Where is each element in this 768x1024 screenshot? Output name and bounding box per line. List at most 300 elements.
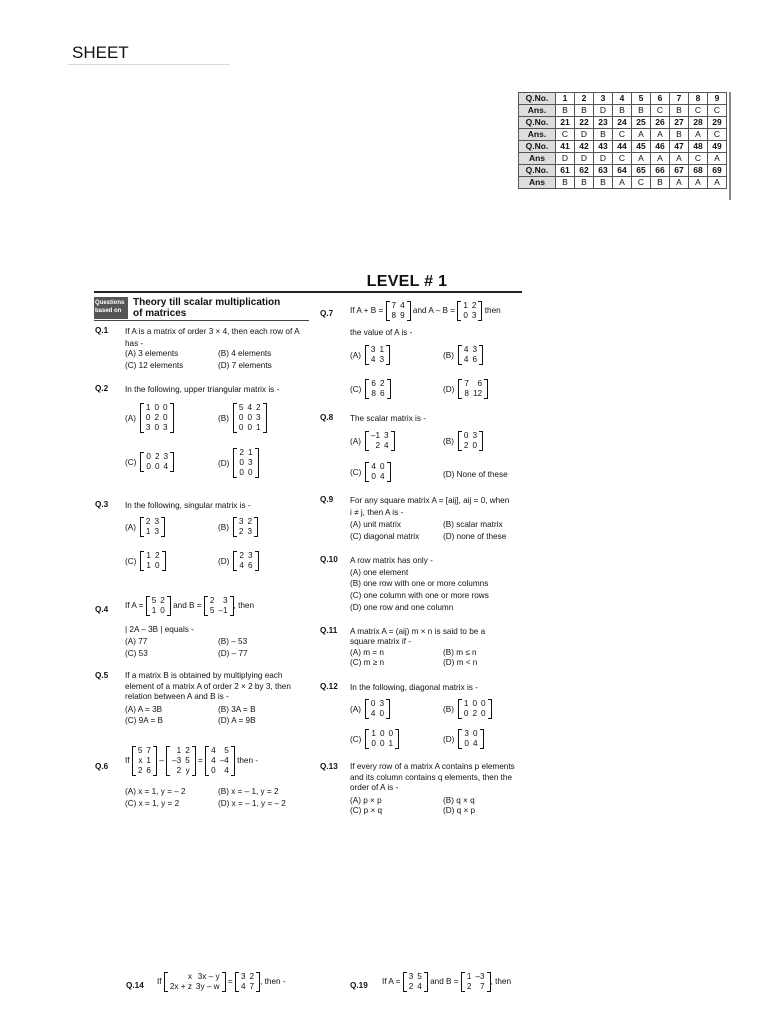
- answer-key-cell: 8: [689, 93, 708, 105]
- matrix-entry: 2: [185, 746, 190, 755]
- q7-option-a: [350, 345, 390, 365]
- matrix-entry: 2: [239, 551, 244, 560]
- q5-text: If a matrix B is obtained by multiplying each element of a matrix A of order 2 × 2 by 3, then relation between A and B is -: [125, 671, 291, 701]
- matrix-entry: 6: [247, 561, 253, 570]
- matrix-entry: 5: [137, 746, 143, 755]
- answer-key-cell: B: [575, 105, 594, 117]
- q2-number: Q.2: [95, 384, 109, 393]
- answer-key-cell: 27: [670, 117, 689, 129]
- answer-key-cell: D: [594, 105, 613, 117]
- matrix-entry: 1: [151, 606, 157, 615]
- matrix: [365, 345, 390, 365]
- q14-if: If: [157, 977, 162, 987]
- q13-option-b: (B) q × q: [443, 796, 475, 805]
- answer-key-cell: 6: [651, 93, 670, 105]
- q5-number: Q.5: [95, 671, 109, 680]
- option-label: (A): [125, 413, 136, 423]
- option-label: (A): [125, 522, 136, 532]
- matrix-entry: 2: [238, 527, 244, 536]
- matrix-entry: 0: [160, 606, 165, 615]
- matrix-entry: 9: [400, 311, 405, 320]
- answer-key-cell: 68: [689, 165, 708, 177]
- q13-text: If every row of a matrix A contains p elements and its column contains q elements, then the order of A is -: [350, 762, 515, 792]
- matrix: [233, 448, 258, 478]
- q9-number: Q.9: [320, 495, 334, 504]
- matrix-entry: 2: [176, 766, 182, 775]
- matrix-entry: 0: [247, 413, 253, 422]
- q14-number: Q.14: [126, 981, 144, 990]
- matrix-entry: 4: [211, 756, 216, 765]
- matrix-entry: 2: [209, 596, 215, 605]
- q8-number: Q.8: [320, 413, 334, 422]
- q1-option-d: (D) 7 elements: [218, 361, 272, 370]
- q2-option-b: [218, 403, 267, 433]
- matrix-entry: x: [187, 972, 192, 981]
- matrix-entry: 8: [371, 389, 376, 398]
- q6-if: If: [125, 756, 130, 766]
- answer-key-cell: A: [670, 153, 689, 165]
- matrix-entry: 1: [466, 972, 472, 981]
- matrix-entry: 5: [224, 746, 229, 755]
- q6-number: Q.6: [95, 762, 109, 771]
- q7-line2: the value of A is -: [350, 328, 413, 337]
- matrix-entry: 2: [463, 441, 469, 450]
- answer-key-cell: C: [708, 105, 727, 117]
- q3-option-a: [125, 517, 165, 537]
- matrix-entry: 6: [146, 766, 151, 775]
- matrix-entry: 0: [238, 423, 244, 432]
- q4-and: and B =: [173, 601, 202, 611]
- option-label: (A): [350, 436, 361, 446]
- matrix-entry: 0: [247, 423, 253, 432]
- matrix-entry: 0: [163, 413, 168, 422]
- matrix-entry: 0: [379, 462, 385, 471]
- matrix-entry: 0: [211, 766, 216, 775]
- q3-option-d: [218, 551, 259, 571]
- q9-line2: i ≠ j, then A is -: [350, 508, 404, 517]
- matrix-entry: 2: [471, 301, 477, 310]
- matrix: [365, 729, 399, 749]
- matrix-entry: 0: [379, 739, 385, 748]
- answer-key-cell: 1: [556, 93, 575, 105]
- matrix-entry: 2: [408, 982, 414, 991]
- q9-option-c: (C) diagonal matrix: [350, 532, 420, 541]
- answer-key-cell: C: [708, 129, 727, 141]
- answer-key-row: [519, 165, 727, 177]
- matrix-entry: 3x – y: [197, 972, 220, 981]
- sheet-title: SHEET: [72, 43, 129, 62]
- title-divider: [68, 64, 230, 65]
- matrix-entry: 0: [146, 452, 151, 461]
- option-label: (B): [218, 413, 229, 423]
- q8-text: The scalar matrix is -: [350, 414, 426, 423]
- q2-option-c: [125, 452, 174, 472]
- answer-key-row-header: Q.No.: [519, 93, 556, 105]
- answer-key-row: [519, 177, 727, 189]
- topic-heading: [133, 297, 280, 319]
- q11-number: Q.11: [320, 626, 338, 635]
- answer-key-cell: C: [613, 153, 632, 165]
- q9-line1: For any square matrix A = [aij], aij = 0, when: [350, 496, 510, 505]
- answer-key-cell: A: [632, 153, 651, 165]
- answer-key-edge: [729, 92, 731, 200]
- matrix-entry: 7: [464, 379, 469, 388]
- q4-stem: [125, 596, 254, 616]
- q5-option-a: (A) A = 3B: [125, 705, 163, 714]
- q12-option-a: [350, 699, 390, 719]
- matrix-entry: 4: [463, 355, 469, 364]
- matrix-entry: 1: [145, 403, 151, 412]
- matrix-entry: 0: [247, 468, 253, 477]
- option-label: (C): [350, 467, 362, 477]
- matrix-entry: 4: [371, 462, 376, 471]
- matrix-entry: 2: [466, 982, 472, 991]
- option-label: (D): [443, 384, 455, 394]
- q13-option-d: (D) q × p: [443, 806, 476, 815]
- matrix-entry: 3: [472, 345, 478, 354]
- q14-equals: =: [227, 977, 233, 987]
- q7-option-d: [443, 379, 488, 399]
- matrix-entry: 1: [463, 699, 469, 708]
- level-divider: [94, 291, 522, 293]
- answer-key-cell: B: [594, 177, 613, 189]
- matrix-entry: 0: [238, 413, 244, 422]
- answer-key-cell: 9: [708, 93, 727, 105]
- matrix-entry: 2: [145, 517, 151, 526]
- q12-option-d: [443, 729, 484, 749]
- matrix-entry: 0: [388, 729, 394, 738]
- q11-line1: A matrix A = (aij) m × n is said to be a: [350, 627, 486, 636]
- answer-key-row-header: Ans.: [519, 129, 556, 141]
- matrix-entry: 0: [472, 729, 478, 738]
- answer-key-row: [519, 93, 727, 105]
- answer-key-cell: A: [670, 177, 689, 189]
- answer-key-cell: 23: [594, 117, 613, 129]
- q7-option-c: [350, 379, 391, 399]
- answer-key-cell: C: [632, 177, 651, 189]
- matrix-entry: 2: [154, 551, 160, 560]
- q8-option-d: (D) None of these: [443, 470, 508, 479]
- answer-key-cell: 22: [575, 117, 594, 129]
- matrix-entry: 0: [154, 403, 160, 412]
- matrix-entry: 2: [379, 379, 385, 388]
- matrix-entry: 1: [146, 561, 151, 570]
- answer-key-cell: B: [632, 105, 651, 117]
- matrix-entry: 0: [239, 458, 244, 467]
- answer-key-row-header: Ans.: [519, 105, 556, 117]
- matrix: [365, 431, 395, 451]
- q19-if: If A =: [382, 977, 401, 987]
- answer-key-cell: B: [556, 177, 575, 189]
- q10-option-d: (D) one row and one column: [350, 603, 454, 612]
- q3-text: In the following, singular matrix is -: [125, 501, 251, 510]
- matrix-entry: 0: [146, 462, 151, 471]
- answer-key-cell: B: [670, 105, 689, 117]
- matrix-entry: 3: [154, 527, 160, 536]
- q6-option-d: (D) x = – 1, y = – 2: [218, 799, 286, 808]
- matrix-entry: 4: [417, 982, 422, 991]
- q11-option-c: (C) m ≥ n: [350, 658, 385, 667]
- q7-then: then: [484, 306, 501, 316]
- matrix-entry: 1: [463, 301, 468, 310]
- q3-option-b: [218, 517, 258, 537]
- q11-option-d: (D) m < n: [443, 658, 478, 667]
- answer-key-cell: 29: [708, 117, 727, 129]
- answer-key-cell: D: [556, 153, 575, 165]
- matrix-entry: 4: [240, 982, 246, 991]
- matrix: [140, 403, 174, 433]
- answer-key-cell: 47: [670, 141, 689, 153]
- matrix: [458, 345, 483, 365]
- answer-key-cell: 5: [632, 93, 651, 105]
- q10-option-a: (A) one element: [350, 568, 409, 577]
- matrix-entry: 4: [379, 472, 385, 481]
- q2-option-d: [218, 448, 259, 478]
- matrix-entry: 3: [256, 413, 261, 422]
- matrix-entry: 4: [384, 441, 389, 450]
- matrix: [233, 517, 258, 537]
- matrix: [458, 431, 483, 451]
- matrix-entry: 0: [481, 699, 486, 708]
- matrix: [205, 746, 235, 776]
- option-label: (C): [350, 734, 362, 744]
- q11-option-a: (A) m = n: [350, 648, 384, 657]
- q8-option-b: [443, 431, 483, 451]
- matrix-entry: 0: [371, 739, 376, 748]
- answer-key-cell: B: [575, 177, 594, 189]
- q5-option-b: (B) 3A = B: [218, 705, 256, 714]
- matrix-entry: 6: [472, 355, 478, 364]
- answer-key-cell: B: [613, 105, 632, 117]
- answer-key-cell: B: [556, 105, 575, 117]
- matrix-entry: 2: [256, 403, 261, 412]
- q6-option-c: (C) x = 1, y = 2: [125, 799, 180, 808]
- q4-option-c: (C) 53: [125, 649, 148, 658]
- matrix-entry: 0: [370, 699, 376, 708]
- matrix-entry: 4: [400, 301, 405, 310]
- option-label: (C): [125, 457, 137, 467]
- matrix-entry: 2: [154, 452, 160, 461]
- q9-option-b: (B) scalar matrix: [443, 520, 503, 529]
- q2-option-a: [125, 403, 174, 433]
- answer-key-cell: 21: [556, 117, 575, 129]
- answer-key-cell: 4: [613, 93, 632, 105]
- matrix-entry: 0: [463, 431, 469, 440]
- matrix-entry: 4: [211, 746, 216, 755]
- matrix-entry: 3: [379, 355, 385, 364]
- matrix-entry: 1: [371, 729, 376, 738]
- matrix: [365, 379, 390, 399]
- answer-key-cell: B: [651, 177, 670, 189]
- answer-key-cell: C: [651, 105, 670, 117]
- matrix-entry: 1: [388, 739, 394, 748]
- answer-key-cell: 46: [651, 141, 670, 153]
- matrix: [132, 746, 157, 776]
- matrix-entry: x: [138, 756, 143, 765]
- q19-number: Q.19: [350, 981, 368, 990]
- matrix-entry: 7: [391, 301, 397, 310]
- answer-key-cell: 7: [670, 93, 689, 105]
- matrix-entry: 1: [146, 756, 151, 765]
- answer-key-cell: 64: [613, 165, 632, 177]
- answer-key-cell: C: [689, 105, 708, 117]
- matrix-entry: 5: [151, 596, 157, 605]
- answer-key-table: [518, 92, 727, 189]
- answer-key-row: [519, 141, 727, 153]
- matrix-entry: 0: [239, 468, 244, 477]
- matrix-entry: 2: [375, 441, 381, 450]
- matrix-entry: 1: [146, 551, 151, 560]
- answer-key-row-header: Q.No.: [519, 165, 556, 177]
- matrix-entry: 2: [249, 972, 255, 981]
- matrix-entry: 3: [472, 431, 478, 440]
- q1-option-a: (A) 3 elements: [125, 349, 179, 358]
- matrix-a: [403, 972, 428, 992]
- matrix-entry: –4: [219, 756, 229, 765]
- matrix-entry: 0: [371, 472, 376, 481]
- matrix-entry: –1: [218, 606, 228, 615]
- matrix: [458, 379, 488, 399]
- matrix: [233, 551, 258, 571]
- matrix-entry: 1: [256, 423, 261, 432]
- matrix-entry: 0: [163, 403, 168, 412]
- matrix-entry: 5: [238, 403, 244, 412]
- matrix-entry: 4: [370, 355, 376, 364]
- matrix: [140, 517, 165, 537]
- q14-then: , then -: [260, 977, 286, 987]
- answer-key-cell: 3: [594, 93, 613, 105]
- matrix-entry: –1: [370, 431, 381, 440]
- q4-number: Q.4: [95, 605, 109, 614]
- matrix-entry: 1: [176, 746, 182, 755]
- answer-key-cell: A: [689, 177, 708, 189]
- answer-key-cell: 69: [708, 165, 727, 177]
- q5-option-c: (C) 9A = B: [125, 716, 163, 725]
- matrix-entry: 3: [238, 517, 244, 526]
- matrix-entry: 0: [472, 441, 478, 450]
- answer-key-cell: 44: [613, 141, 632, 153]
- answer-key-cell: C: [613, 129, 632, 141]
- q8-option-c: [350, 462, 391, 482]
- q4-then: , then: [233, 601, 255, 611]
- matrix-entry: 4: [247, 403, 253, 412]
- q6-option-b: (B) x = – 1, y = 2: [218, 787, 279, 796]
- topic-divider: [94, 320, 309, 321]
- answer-key-cell: A: [708, 153, 727, 165]
- option-label: (D): [218, 458, 230, 468]
- q6-option-a: (A) x = 1, y = – 2: [125, 787, 186, 796]
- q8-option-a: [350, 431, 395, 451]
- q13-option-c: (C) p × q: [350, 806, 383, 815]
- answer-key-cell: 63: [594, 165, 613, 177]
- answer-key-cell: A: [651, 129, 670, 141]
- matrix-entry: 7: [146, 746, 151, 755]
- matrix: [164, 972, 226, 992]
- q9-option-d: (D) none of these: [443, 532, 507, 541]
- q10-option-b: (B) one row with one or more columns: [350, 579, 489, 588]
- matrix-entry: 2: [472, 709, 478, 718]
- answer-key-cell: 41: [556, 141, 575, 153]
- matrix-entry: 7: [479, 982, 485, 991]
- matrix-entry: 1: [145, 527, 151, 536]
- answer-key-cell: 43: [594, 141, 613, 153]
- answer-key-cell: 67: [670, 165, 689, 177]
- matrix-entry: 2: [160, 596, 165, 605]
- matrix-entry: 3: [247, 551, 253, 560]
- answer-key-cell: A: [689, 129, 708, 141]
- answer-key-row: [519, 129, 727, 141]
- q12-number: Q.12: [320, 682, 338, 691]
- matrix-entry: 2x + z: [169, 982, 192, 991]
- q4-if: If A =: [125, 601, 144, 611]
- matrix-entry: 3: [154, 517, 160, 526]
- q7-and: and A – B =: [412, 306, 456, 316]
- q11-option-b: (B) m ≤ n: [443, 648, 477, 657]
- answer-key-cell: A: [632, 129, 651, 141]
- answer-key-cell: 26: [651, 117, 670, 129]
- option-label: (B): [443, 350, 454, 360]
- matrix: [140, 551, 165, 571]
- matrix-entry: 0: [145, 413, 151, 422]
- q1-option-b: (B) 4 elements: [218, 349, 272, 358]
- matrix-entry: 3: [247, 527, 253, 536]
- matrix-entry: 3: [163, 423, 168, 432]
- answer-key-cell: A: [613, 177, 632, 189]
- matrix: [233, 403, 267, 433]
- matrix: [458, 729, 483, 749]
- q14-stem: [157, 972, 286, 992]
- q10-option-c: (C) one column with one or more rows: [350, 591, 489, 600]
- q12-text: In the following, diagonal matrix is -: [350, 683, 478, 692]
- level-heading: LEVEL # 1: [366, 273, 448, 290]
- matrix-entry: 5: [209, 606, 215, 615]
- matrix-entry: 3: [222, 596, 228, 605]
- matrix-entry: 3: [370, 345, 376, 354]
- matrix-entry: –3: [475, 972, 485, 981]
- matrix-entry: 3: [163, 452, 169, 461]
- q5-option-d: (D) A = 9B: [218, 716, 256, 725]
- answer-key-cell: A: [708, 177, 727, 189]
- matrix: [365, 462, 390, 482]
- answer-key-cell: D: [575, 129, 594, 141]
- matrix-entry: 1: [379, 345, 385, 354]
- matrix-entry: 3: [471, 311, 477, 320]
- matrix-entry: 2: [247, 517, 253, 526]
- option-label: (C): [125, 556, 137, 566]
- q4-option-d: (D) – 77: [218, 649, 248, 658]
- q4-line2: | 2A – 3B | equals -: [125, 625, 194, 634]
- answer-key-cell: D: [594, 153, 613, 165]
- answer-key-row-header: Q.No.: [519, 117, 556, 129]
- option-label: (B): [443, 704, 454, 714]
- answer-key-row: [519, 153, 727, 165]
- answer-key-row: [519, 117, 727, 129]
- q13-number: Q.13: [320, 762, 338, 771]
- matrix-entry: 0: [472, 699, 478, 708]
- q9-option-a: (A) unit matrix: [350, 520, 401, 529]
- q7-stem: [350, 301, 501, 321]
- q7-if: If A + B =: [350, 306, 384, 316]
- matrix-entry: 3: [379, 699, 385, 708]
- q3-number: Q.3: [95, 500, 109, 509]
- q10-number: Q.10: [320, 555, 338, 564]
- answer-key-cell: 62: [575, 165, 594, 177]
- matrix-entry: 6: [379, 389, 385, 398]
- q19-and: and B =: [430, 977, 459, 987]
- q1-option-c: (C) 12 elements: [125, 361, 184, 370]
- answer-key-cell: B: [594, 129, 613, 141]
- matrix-entry: 3: [145, 423, 151, 432]
